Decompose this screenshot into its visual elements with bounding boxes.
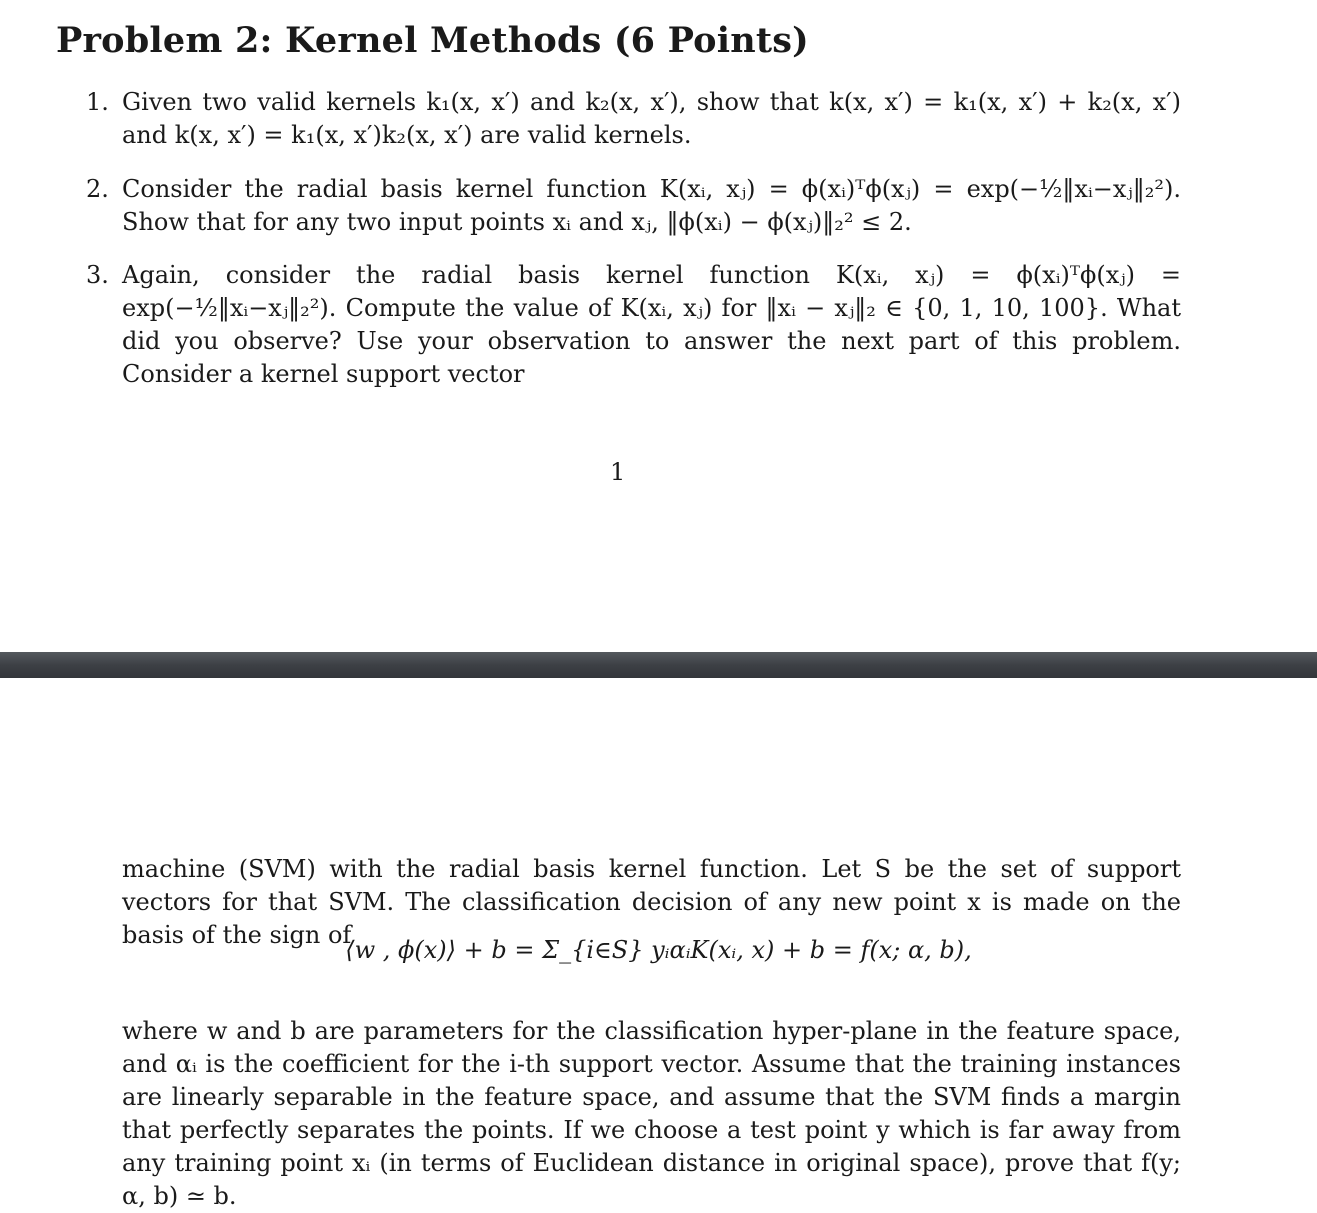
item-text: Consider the radial basis kernel function K(xᵢ, xⱼ) = ϕ(xᵢ)ᵀϕ(xⱼ) = exp(−½‖xᵢ−xⱼ‖₂²). Show that for any two input points xᵢ and xⱼ, ‖ϕ(xᵢ) − ϕ(xⱼ)‖₂² ≤ 2. [122,175,1181,236]
problem-item-2 [86,173,1181,239]
problem-item-1 [86,86,1181,152]
item-text: Given two valid kernels k₁(x, x′) and k₂(x, x′), show that k(x, x′) = k₁(x, x′) + k₂(x, x′) and k(x, x′) = k₁(x, x′)k₂(x, x′) are valid kernels. [122,88,1181,149]
item-number: 3. [86,261,109,289]
item-number: 2. [86,175,109,203]
problem-title: Problem 2: Kernel Methods (6 Points) [56,20,809,61]
page-separator [0,652,1317,678]
svm-decision-equation: ⟨w , ϕ(x)⟩ + b = Σ_{i∈S} yᵢαᵢK(xᵢ, x) + b = f(x; α, b), [345,936,972,964]
item-text: Again, consider the radial basis kernel function K(xᵢ, xⱼ) = ϕ(xᵢ)ᵀϕ(xⱼ) = exp(−½‖xᵢ−xⱼ‖₂²). Compute the value of K(xᵢ, xⱼ) for ‖xᵢ − xⱼ‖₂ ∈ {0, 1, 10, 100}. What did you observe? Use your observation to answer the next part of this problem. Consider a kernel support vector [122,261,1181,388]
page-number: 1 [610,458,626,486]
continuation-paragraph: machine (SVM) with the radial basis kernel function. Let S be the set of support vectors for that SVM. The classification decision of any new point x is made on the basis of the sign of [122,855,1181,949]
item-number: 1. [86,88,109,116]
closing-paragraph: where w and b are parameters for the classification hyper-plane in the feature space, and αᵢ is the coefficient for the i-th support vector. Assume that the training instances are linearly separable in the feature space, and assume that the SVM finds a margin that perfectly separates the points. If we choose a test point y which is far away from any training point xᵢ (in terms of Euclidean distance in original space), prove that f(y; α, b) ≃ b. [122,1017,1181,1210]
problem-item-3 [86,259,1181,391]
